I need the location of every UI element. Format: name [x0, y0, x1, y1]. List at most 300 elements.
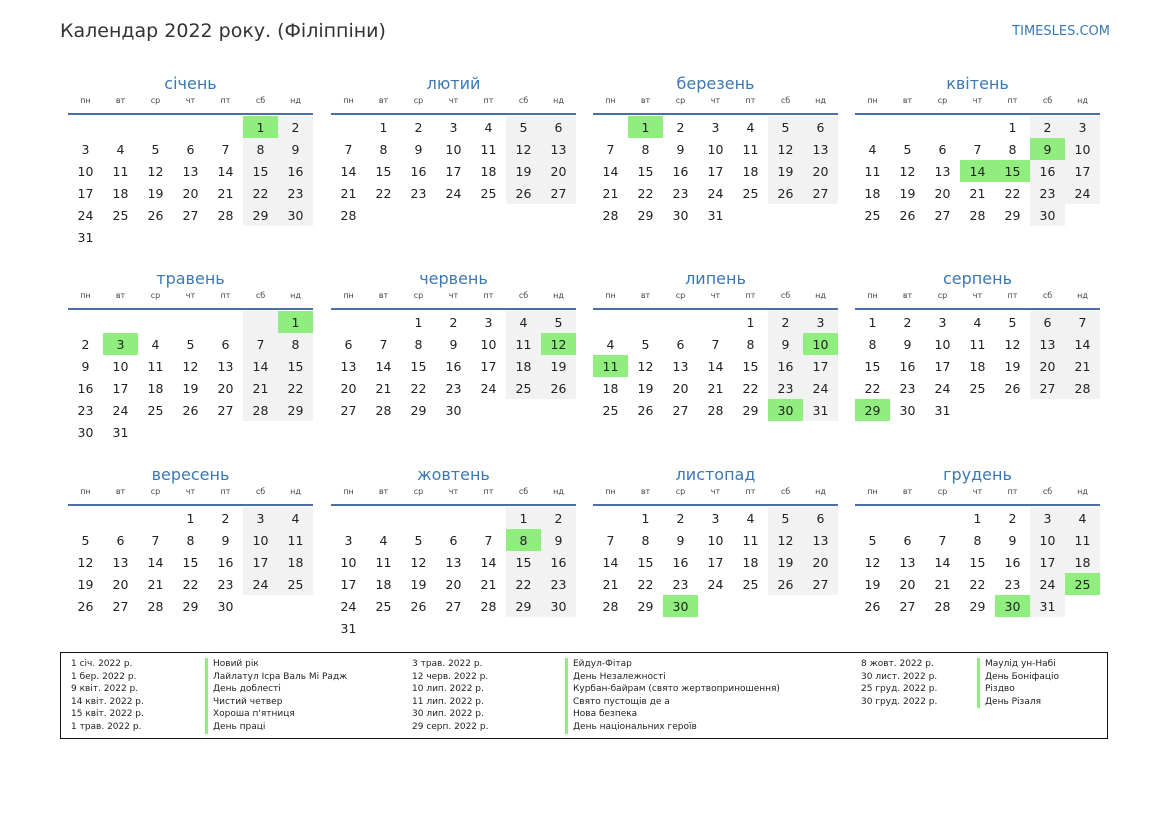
day-cell: 16 [768, 355, 803, 377]
day-cell: 13 [340, 358, 357, 374]
day-cell: 10 [480, 336, 497, 352]
month-3 [593, 72, 838, 226]
day-cell: 16 [1030, 160, 1065, 182]
day-cell: 6 [938, 141, 947, 157]
day-cell: 21 [480, 576, 497, 592]
day-cell: 27 [934, 207, 951, 223]
month-name: травень [156, 269, 225, 288]
divider [855, 504, 1100, 506]
empty-cell [925, 116, 960, 138]
month-name: березень [676, 74, 755, 93]
month-4 [855, 72, 1100, 226]
day-cell: 26 [1004, 380, 1021, 396]
weekday-header [331, 291, 576, 305]
weekday-label: вт [115, 291, 126, 300]
day-cell: 21 [707, 380, 724, 396]
empty-cell [768, 595, 803, 617]
day-cell: 20 [1030, 355, 1065, 377]
weekday-label: сб [255, 291, 266, 300]
legend-names-col-1 [205, 658, 347, 734]
day-cell: 12 [864, 554, 881, 570]
day-cell: 21 [602, 576, 619, 592]
day-cell: 3 [711, 510, 720, 526]
empty-cell [1065, 399, 1100, 421]
day-cell: 3 [449, 119, 458, 135]
day-cell: 20 [803, 551, 838, 573]
legend-dates-col-3 [861, 658, 937, 708]
month-name: червень [419, 269, 488, 288]
day-cell: 30 [1030, 204, 1065, 226]
weekday-label: чт [710, 487, 721, 496]
weekday-label: пт [220, 291, 231, 300]
day-cell: 11 [969, 336, 986, 352]
day-cell: 3 [103, 333, 138, 355]
empty-cell [173, 311, 208, 333]
weekday-label: сб [1042, 291, 1053, 300]
day-cell: 21 [243, 377, 278, 399]
day-cell: 3 [484, 314, 493, 330]
empty-cell [593, 116, 628, 138]
day-cell: 12 [410, 554, 427, 570]
day-cell: 10 [803, 333, 838, 355]
day-cell: 5 [81, 532, 90, 548]
day-cell: 25 [742, 576, 759, 592]
day-cell: 30 [217, 598, 234, 614]
day-cell: 26 [637, 402, 654, 418]
day-cell: 13 [217, 358, 234, 374]
day-cell: 27 [899, 598, 916, 614]
day-cell: 12 [637, 358, 654, 374]
month-10 [331, 463, 576, 639]
empty-cell [541, 399, 576, 421]
day-cell: 18 [375, 576, 392, 592]
holiday-name: День Незалежності [565, 671, 780, 684]
day-cell: 15 [742, 358, 759, 374]
empty-cell [366, 617, 401, 639]
day-grid [593, 311, 838, 421]
holiday-name: День національних героїв [565, 721, 780, 734]
day-cell: 22 [243, 182, 278, 204]
holiday-name: День праці [205, 721, 347, 734]
day-grid [855, 116, 1100, 226]
month-name: липень [685, 269, 746, 288]
holiday-name: День Боніфаціо [977, 671, 1059, 684]
weekday-label: нд [553, 291, 564, 300]
day-cell: 20 [899, 576, 916, 592]
weekday-label: вт [640, 487, 651, 496]
day-cell: 30 [278, 204, 313, 226]
day-cell: 26 [506, 182, 541, 204]
day-cell: 21 [934, 576, 951, 592]
day-cell: 20 [672, 380, 689, 396]
day-cell: 31 [340, 620, 357, 636]
empty-cell [768, 204, 803, 226]
month-name: листопад [675, 465, 756, 484]
day-cell: 26 [768, 573, 803, 595]
divider [68, 113, 313, 115]
day-cell: 2 [414, 119, 423, 135]
weekday-label: чт [185, 291, 196, 300]
day-cell: 14 [934, 554, 951, 570]
weekday-label: вт [640, 96, 651, 105]
day-cell: 23 [672, 185, 689, 201]
empty-cell [366, 311, 401, 333]
day-cell: 27 [340, 402, 357, 418]
day-cell: 29 [855, 399, 890, 421]
day-cell: 20 [445, 576, 462, 592]
day-cell: 7 [973, 141, 982, 157]
empty-cell [628, 311, 663, 333]
holiday-date: 8 жовт. 2022 р. [861, 659, 934, 669]
empty-cell [436, 617, 471, 639]
day-cell: 12 [768, 138, 803, 160]
day-cell: 25 [602, 402, 619, 418]
day-cell: 17 [480, 358, 497, 374]
weekday-label: чт [972, 291, 983, 300]
empty-cell [890, 116, 925, 138]
day-cell: 17 [243, 551, 278, 573]
legend-names-col-2 [565, 658, 780, 734]
day-cell: 26 [410, 598, 427, 614]
day-cell: 18 [147, 380, 164, 396]
day-cell: 1 [868, 314, 877, 330]
empty-cell [803, 204, 838, 226]
day-cell: 17 [340, 576, 357, 592]
empty-cell [138, 421, 173, 443]
holiday-date: 25 груд. 2022 р. [861, 684, 938, 695]
day-cell: 7 [1065, 311, 1100, 333]
day-cell: 27 [541, 182, 576, 204]
day-cell: 5 [641, 336, 650, 352]
weekday-label: сб [780, 96, 791, 105]
legend-names-col-3 [977, 658, 1059, 708]
day-cell: 19 [147, 185, 164, 201]
day-cell: 14 [1065, 333, 1100, 355]
day-cell: 14 [340, 163, 357, 179]
empty-cell [331, 311, 366, 333]
day-cell: 6 [449, 532, 458, 548]
day-cell: 9 [1008, 532, 1017, 548]
day-cell: 2 [676, 510, 685, 526]
day-cell: 5 [186, 336, 195, 352]
day-cell: 6 [116, 532, 125, 548]
month-name: квітень [946, 74, 1009, 93]
month-name: січень [164, 74, 217, 93]
day-cell: 3 [243, 507, 278, 529]
day-cell: 14 [243, 355, 278, 377]
holiday-date: 30 груд. 2022 р. [861, 696, 938, 707]
day-cell: 22 [375, 185, 392, 201]
day-cell: 27 [672, 402, 689, 418]
empty-cell [243, 595, 278, 617]
weekday-label: нд [1077, 96, 1088, 105]
weekday-label: нд [553, 96, 564, 105]
day-cell: 28 [969, 207, 986, 223]
day-cell: 23 [672, 576, 689, 592]
day-cell: 15 [506, 551, 541, 573]
month-9 [68, 463, 313, 617]
day-cell: 19 [768, 160, 803, 182]
day-cell: 6 [541, 116, 576, 138]
weekday-label: вт [115, 487, 126, 496]
day-cell: 9 [903, 336, 912, 352]
day-cell: 10 [707, 141, 724, 157]
day-cell: 10 [1065, 138, 1100, 160]
empty-cell [1065, 204, 1100, 226]
day-cell: 6 [803, 116, 838, 138]
weekday-label: чт [710, 291, 721, 300]
day-cell: 25 [112, 207, 129, 223]
month-2 [331, 72, 576, 226]
day-cell: 30 [445, 402, 462, 418]
day-cell: 17 [803, 355, 838, 377]
day-cell: 13 [112, 554, 129, 570]
day-cell: 28 [217, 207, 234, 223]
weekday-label: ср [675, 96, 686, 105]
day-cell: 30 [77, 424, 94, 440]
day-cell: 23 [77, 402, 94, 418]
day-cell: 17 [1065, 160, 1100, 182]
day-cell: 2 [449, 314, 458, 330]
day-cell: 29 [742, 402, 759, 418]
day-cell: 11 [506, 333, 541, 355]
day-cell: 24 [445, 185, 462, 201]
empty-cell [366, 204, 401, 226]
day-cell: 6 [186, 141, 195, 157]
day-cell: 18 [112, 185, 129, 201]
day-cell: 2 [541, 507, 576, 529]
empty-cell [925, 507, 960, 529]
day-cell: 23 [410, 185, 427, 201]
weekday-label: ср [413, 96, 424, 105]
weekday-label: пн [80, 487, 91, 496]
day-cell: 3 [81, 141, 90, 157]
weekday-label: сб [518, 291, 529, 300]
day-cell: 29 [410, 402, 427, 418]
day-cell: 8 [641, 141, 650, 157]
day-cell: 3 [1065, 116, 1100, 138]
day-cell: 22 [742, 380, 759, 396]
day-cell: 27 [112, 598, 129, 614]
divider [331, 504, 576, 506]
holiday-name: Хороша п'ятниця [205, 708, 347, 721]
day-cell: 27 [182, 207, 199, 223]
holiday-date: 29 серп. 2022 р. [412, 721, 489, 732]
day-cell: 31 [707, 207, 724, 223]
holiday-date: 1 трав. 2022 р. [71, 721, 142, 732]
day-cell: 23 [1030, 182, 1065, 204]
empty-cell [855, 116, 890, 138]
day-grid [331, 311, 576, 421]
empty-cell [995, 399, 1030, 421]
day-cell: 1 [278, 311, 313, 333]
weekday-label: сб [1042, 487, 1053, 496]
weekday-label: ср [937, 291, 948, 300]
holiday-date: 14 квіт. 2022 р. [71, 696, 144, 707]
day-cell: 4 [484, 119, 493, 135]
weekday-label: вт [378, 96, 389, 105]
empty-cell [103, 311, 138, 333]
day-cell: 17 [445, 163, 462, 179]
day-cell: 5 [768, 116, 803, 138]
day-cell: 3 [344, 532, 353, 548]
holiday-date: 15 квіт. 2022 р. [71, 709, 144, 720]
divider [68, 504, 313, 506]
empty-cell [278, 421, 313, 443]
month-1 [68, 72, 313, 248]
empty-cell [208, 226, 243, 248]
day-cell: 30 [899, 402, 916, 418]
day-cell: 17 [77, 185, 94, 201]
day-cell: 26 [182, 402, 199, 418]
day-cell: 10 [77, 163, 94, 179]
day-cell: 11 [742, 141, 759, 157]
day-grid [68, 507, 313, 617]
weekday-label: пн [867, 96, 878, 105]
day-cell: 6 [903, 532, 912, 548]
day-cell: 8 [414, 336, 423, 352]
day-cell: 12 [506, 138, 541, 160]
day-cell: 3 [938, 314, 947, 330]
day-cell: 22 [410, 380, 427, 396]
day-cell: 16 [899, 358, 916, 374]
weekday-label: пн [343, 291, 354, 300]
weekday-label: пт [1007, 96, 1018, 105]
holiday-name: День доблесті [205, 683, 347, 696]
day-cell: 29 [278, 399, 313, 421]
weekday-label: нд [815, 487, 826, 496]
day-cell: 1 [1008, 119, 1017, 135]
day-cell: 7 [379, 336, 388, 352]
weekday-label: пт [483, 96, 494, 105]
weekday-label: нд [553, 487, 564, 496]
day-cell: 23 [541, 573, 576, 595]
day-cell: 28 [707, 402, 724, 418]
day-cell: 24 [480, 380, 497, 396]
day-cell: 24 [1030, 573, 1065, 595]
day-cell: 3 [1030, 507, 1065, 529]
day-cell: 8 [379, 141, 388, 157]
day-cell: 18 [864, 185, 881, 201]
day-cell: 22 [969, 576, 986, 592]
weekday-label: пт [1007, 487, 1018, 496]
day-cell: 1 [628, 116, 663, 138]
weekday-label: нд [290, 487, 301, 496]
empty-cell [855, 507, 890, 529]
weekday-label: пт [483, 487, 494, 496]
weekday-label: нд [1077, 291, 1088, 300]
month-name: серпень [943, 269, 1012, 288]
day-cell: 31 [803, 399, 838, 421]
day-cell: 13 [672, 358, 689, 374]
empty-cell [733, 204, 768, 226]
empty-cell [331, 507, 366, 529]
weekday-label: ср [150, 96, 161, 105]
day-cell: 13 [445, 554, 462, 570]
weekday-label: сб [1042, 96, 1053, 105]
page-title: Календар 2022 року. (Філіппіни) [60, 20, 386, 42]
day-cell: 13 [803, 138, 838, 160]
day-cell: 23 [1004, 576, 1021, 592]
day-cell: 11 [278, 529, 313, 551]
day-cell: 12 [768, 529, 803, 551]
day-cell: 20 [340, 380, 357, 396]
empty-cell [803, 595, 838, 617]
day-cell: 5 [541, 311, 576, 333]
empty-cell [138, 507, 173, 529]
weekday-header [593, 291, 838, 305]
day-cell: 28 [340, 207, 357, 223]
day-cell: 15 [637, 163, 654, 179]
day-cell: 28 [243, 399, 278, 421]
day-cell: 14 [480, 554, 497, 570]
day-cell: 8 [973, 532, 982, 548]
day-cell: 4 [746, 510, 755, 526]
weekday-label: вт [378, 291, 389, 300]
month-name: грудень [943, 465, 1012, 484]
day-cell: 17 [707, 554, 724, 570]
day-cell: 5 [414, 532, 423, 548]
day-cell: 8 [746, 336, 755, 352]
day-grid [331, 507, 576, 639]
day-cell: 28 [375, 402, 392, 418]
day-cell: 1 [746, 314, 755, 330]
day-cell: 21 [969, 185, 986, 201]
day-cell: 17 [112, 380, 129, 396]
empty-cell [278, 595, 313, 617]
day-cell: 4 [506, 311, 541, 333]
weekday-header [855, 487, 1100, 501]
day-cell: 18 [742, 554, 759, 570]
day-cell: 1 [243, 116, 278, 138]
day-cell: 29 [637, 207, 654, 223]
weekday-label: ср [413, 291, 424, 300]
day-cell: 25 [147, 402, 164, 418]
day-cell: 21 [602, 185, 619, 201]
day-cell: 28 [602, 598, 619, 614]
empty-cell [68, 507, 103, 529]
weekday-label: сб [255, 487, 266, 496]
weekday-label: пн [343, 96, 354, 105]
day-cell: 5 [903, 141, 912, 157]
weekday-label: сб [780, 291, 791, 300]
weekday-label: сб [518, 96, 529, 105]
empty-cell [436, 507, 471, 529]
day-cell: 15 [182, 554, 199, 570]
day-cell: 19 [541, 355, 576, 377]
site-link[interactable]: TIMESLES.COM [1012, 24, 1110, 39]
weekday-label: пт [220, 487, 231, 496]
empty-cell [243, 311, 278, 333]
weekday-header [331, 96, 576, 110]
day-cell: 11 [375, 554, 392, 570]
month-name: жовтень [417, 465, 490, 484]
day-cell: 24 [803, 377, 838, 399]
empty-cell [103, 226, 138, 248]
day-cell: 6 [676, 336, 685, 352]
day-cell: 20 [803, 160, 838, 182]
day-cell: 24 [243, 573, 278, 595]
empty-cell [103, 507, 138, 529]
day-cell: 4 [973, 314, 982, 330]
empty-cell [103, 116, 138, 138]
day-cell: 21 [217, 185, 234, 201]
empty-cell [733, 595, 768, 617]
weekday-label: чт [448, 487, 459, 496]
day-cell: 23 [899, 380, 916, 396]
day-cell: 20 [934, 185, 951, 201]
holiday-name: Маулід ун-Набі [977, 658, 1059, 671]
